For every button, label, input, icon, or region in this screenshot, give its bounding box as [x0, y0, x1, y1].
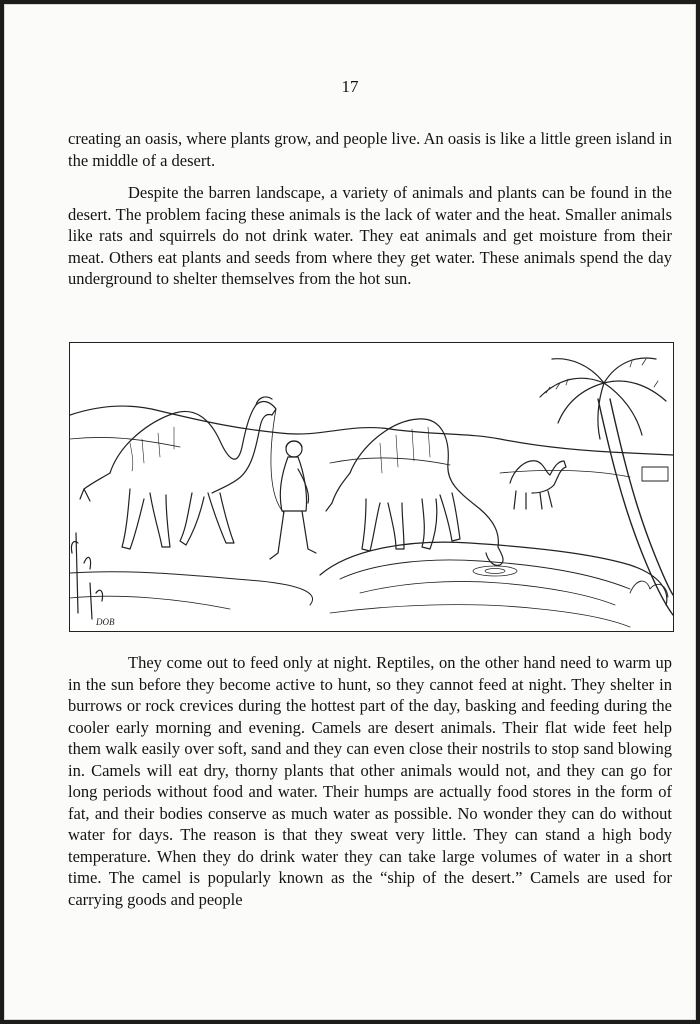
camel-left [80, 397, 276, 549]
paragraph-oasis: creating an oasis, where plants grow, and people live. An oasis is like a little green island in the middle of a desert. [68, 129, 672, 170]
desert-oasis-illustration [69, 342, 674, 632]
artist-signature: DOB [96, 617, 115, 627]
book-page [4, 4, 696, 1020]
paragraph-desert-animals: Despite the barren landscape, a variety of animals and plants can be found in the desert. The problem facing these animals is the lack of water and the heat. Smaller animals like rats and squirrels do not drink water. They eat animals and get moisture from their meat. Others eat plants and seeds from where they get water. These animals spend the day underground to shelter themselves from the hot sun. [68, 183, 672, 288]
man-figure [270, 409, 316, 559]
cactus-left [71, 533, 102, 619]
page-number: 17 [341, 77, 359, 96]
oasis-camels-drawing [70, 343, 673, 631]
camel-distant [510, 461, 566, 509]
paragraph-camels: They come out to feed only at night. Reptiles, on the other hand need to warm up in the sun before they become active to hunt, so they cannot feed at night. They shelter in burrows or rock crevices during the hottest part of the day, basking and feeding during the cooler early morning and evening. Camels are desert animals. Their flat wide feet help them walk easily over soft, sand and they can even close their nostrils to stop sand blowing in. Camels will eat dry, thorny plants that other animals would not, and they can go for long periods without food and water. Their humps are actually food stores in the form of fat, and their bodies conserve as much water as possible. No wonder they can do without water for days. The reason is that they sweat very little. They can stand a high body temperature. When they do drink water they can take large volumes of water in a short time. The camel is popularly known as the “ship of the desert.” Camels are used for carrying goods and people [68, 653, 672, 909]
